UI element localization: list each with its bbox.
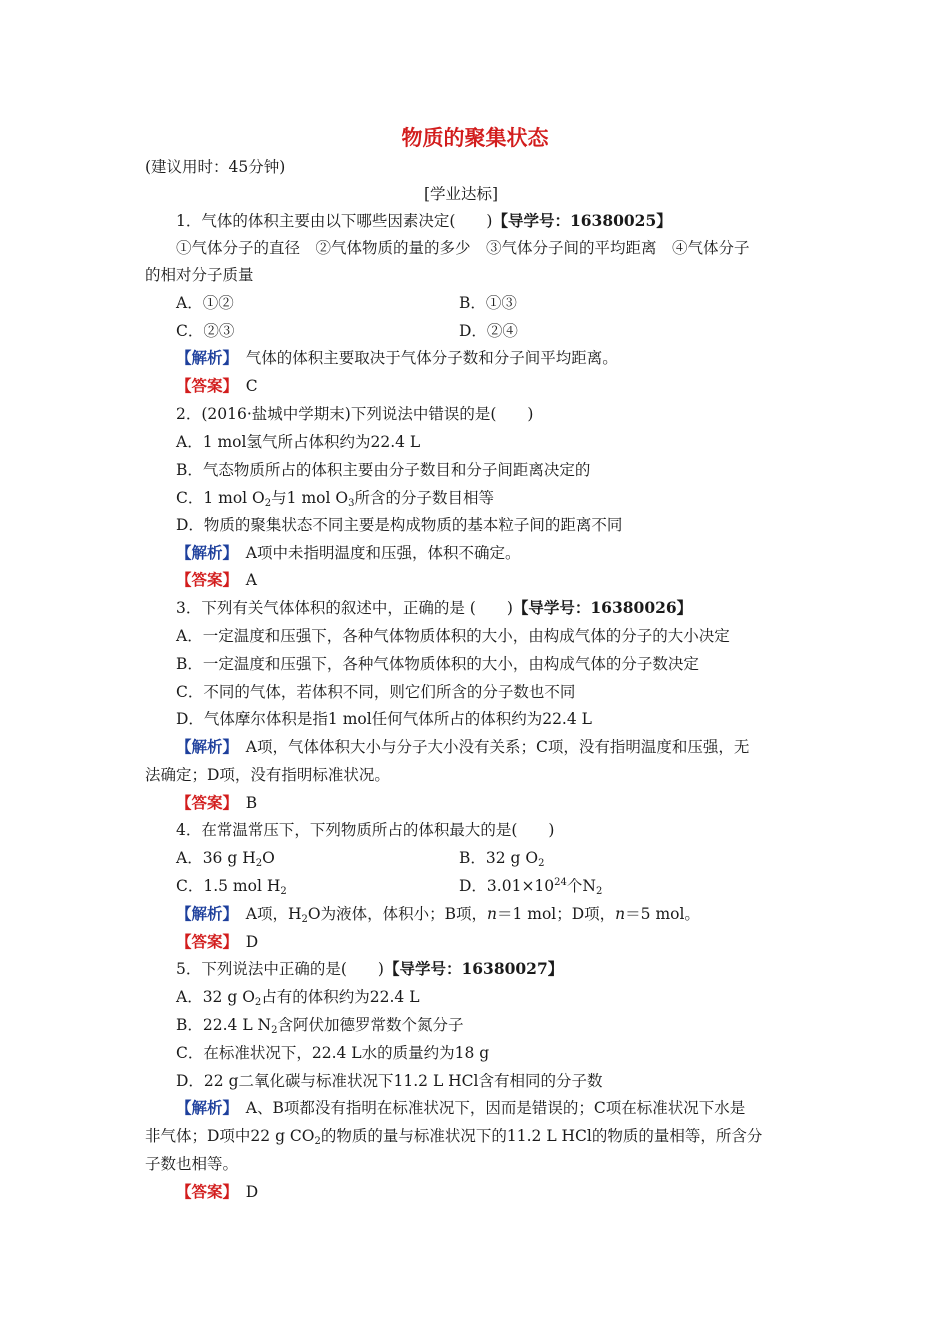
q1-tag: 【导学号：16380025】 — [492, 211, 672, 230]
q2-option-b: B．气态物质所占的体积主要由分子数目和分子间距离决定的 — [176, 461, 591, 479]
analysis-label: 【解析】 — [176, 904, 231, 923]
q5-option-a: A．32 g $O_2$占有的体积约为22.4 L — [176, 988, 420, 1008]
q4-option-b: B．32 g $O_2$ — [459, 849, 545, 869]
answer-label: 【答案】 — [176, 376, 231, 395]
q5-analysis-end: 子数也相等。 — [145, 1155, 239, 1173]
analysis-label: 【解析】 — [176, 348, 231, 367]
q5-tag: 【导学号：16380027】 — [383, 959, 564, 978]
q1-option-d: D．②④ — [459, 322, 518, 340]
analysis-label: 【解析】 — [176, 1098, 231, 1117]
q3-option-d: D．气体摩尔体积是指1 mol任何气体所占的体积约为22.4 L — [176, 710, 592, 728]
q1-option-b: B．①③ — [459, 294, 517, 312]
q2-option-d: D．物质的聚集状态不同主要是构成物质的基本粒子间的距离不同 — [176, 516, 623, 534]
q3-analysis: 【解析】 A项，气体体积大小与分子大小没有关系；C项，没有指明温度和压强，无 — [176, 737, 750, 756]
section-heading: [学业达标] — [424, 185, 499, 203]
q3-option-c: C．不同的气体，若体积不同，则它们所含的分子数也不同 — [176, 683, 576, 701]
q5-option-c: C．在标准状况下，22.4 L水的质量约为18 g — [176, 1044, 490, 1062]
q5-answer: 【答案】 D — [176, 1182, 259, 1201]
q4-analysis: 【解析】 A项，$H_2O$为液体，体积小；B项，n＝1 mol；D项，n＝5 mol。 — [176, 904, 700, 925]
q1-option-c: C．②③ — [176, 322, 235, 340]
q5-option-d: D．22 g二氧化碳与标准状况下11.2 L HCl含有相同的分子数 — [176, 1072, 603, 1090]
answer-label: 【答案】 — [176, 932, 231, 951]
q5-analysis: 【解析】 A、B项都没有指明在标准状况下，因而是错误的；C项在标准状况下水是 — [176, 1098, 746, 1117]
q2-analysis: 【解析】 A项中未指明温度和压强，体积不确定。 — [176, 543, 521, 562]
q3-stem: 3．下列有关气体体积的叙述中，正确的是 ( )【导学号：16380026】 — [176, 598, 693, 617]
time-note: (建议用时：45分钟) — [145, 158, 286, 176]
q1-answer: 【答案】 C — [176, 376, 258, 395]
q1-factors-cont: 的相对分子质量 — [145, 266, 254, 284]
page-title: 物质的聚集状态 — [401, 126, 549, 150]
q1-option-a: A．①② — [176, 294, 234, 312]
q5-analysis-cont: 非气体；D项中22 g $CO_2$的物质的量与标准状况下的11.2 L HCl的物质的量相等，所含分 — [145, 1127, 763, 1147]
analysis-label: 【解析】 — [176, 737, 231, 756]
answer-label: 【答案】 — [176, 793, 231, 812]
q2-option-a: A．1 mol氢气所占体积约为22.4 L — [176, 433, 421, 451]
answer-label: 【答案】 — [176, 1182, 231, 1201]
q1-stem: 1．气体的体积主要由以下哪些因素决定( )【导学号：16380025】 — [176, 211, 672, 230]
q3-answer: 【答案】 B — [176, 793, 258, 812]
q3-option-a: A．一定温度和压强下，各种气体物质体积的大小，由构成气体的分子的大小决定 — [176, 627, 730, 645]
q1-analysis: 【解析】 气体的体积主要取决于气体分子数和分子间平均距离。 — [176, 348, 618, 367]
q4-option-a: A．36 g $H_2O$ — [176, 849, 275, 869]
q2-stem: 2．(2016·盐城中学期末)下列说法中错误的是( ) — [176, 405, 534, 423]
q4-answer: 【答案】 D — [176, 932, 259, 951]
q2-option-c: C．1 mol $O_2$与1 mol $O_3$所含的分子数目相等 — [176, 489, 494, 509]
q2-answer: 【答案】 A — [176, 570, 257, 589]
q4-stem: 4．在常温常压下，下列物质所占的体积最大的是( ) — [176, 821, 555, 839]
q1-factors: ①气体分子的直径 ②气体物质的量的多少 ③气体分子间的平均距离 ④气体分子 — [176, 239, 750, 257]
analysis-label: 【解析】 — [176, 543, 231, 562]
q3-tag: 【导学号：16380026】 — [512, 598, 693, 617]
answer-label: 【答案】 — [176, 570, 231, 589]
q4-option-c: C．1.5 mol $H_2$ — [176, 877, 287, 897]
q3-analysis-cont: 法确定；D项，没有指明标准状况。 — [145, 766, 390, 784]
q3-option-b: B．一定温度和压强下，各种气体物质体积的大小，由构成气体的分子数决定 — [176, 655, 699, 673]
q5-stem: 5．下列说法中正确的是( )【导学号：16380027】 — [176, 959, 564, 978]
q5-option-b: B．22.4 L $N_2$含阿伏加德罗常数个氮分子 — [176, 1016, 464, 1036]
q4-option-d: D．$3.01\times 10^{24}$个$N_2$ — [459, 877, 603, 897]
